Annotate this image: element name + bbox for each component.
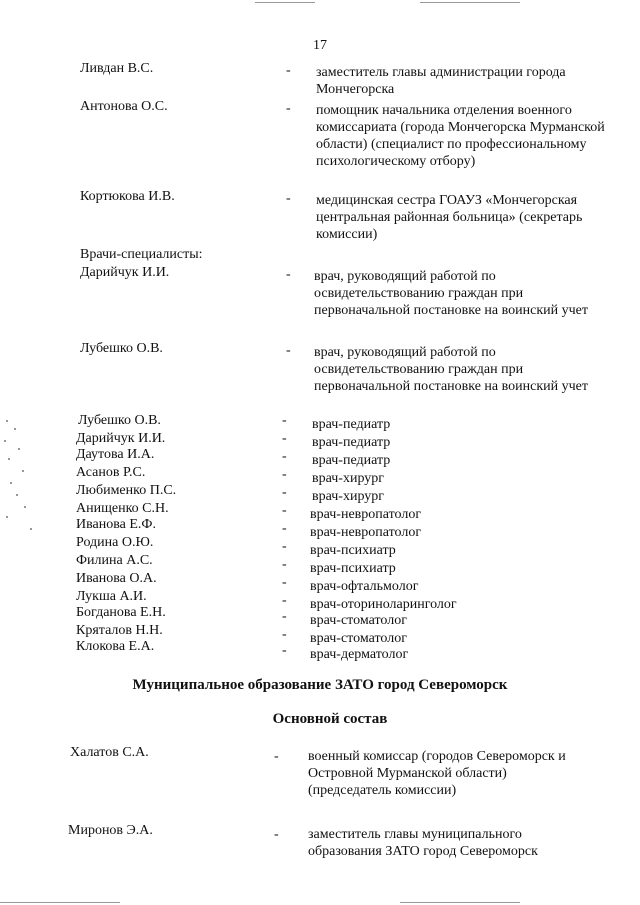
person-name: Лубешко О.В. — [78, 413, 161, 428]
person-name: Ливдан В.С. — [80, 61, 154, 76]
position-description: заместитель главы администрации города Мончегорска — [316, 65, 566, 97]
dash: - — [282, 593, 287, 608]
scan-speck — [10, 482, 12, 484]
doctor-role: врач-невропатолог — [310, 525, 422, 540]
specialists-label: Врачи-специалисты: — [80, 247, 203, 262]
doctor-role: врач-педиатр — [312, 435, 391, 450]
person-name: Иванова О.А. — [76, 571, 157, 586]
position-description: врач, руководящий работой по освидетельствованию граждан при первоначальной постановке на воинский учет — [314, 269, 589, 318]
scan-speck — [6, 516, 8, 518]
person-name: Кряталов Н.Н. — [76, 623, 163, 638]
doctor-role: врач-психиатр — [310, 543, 396, 558]
dash: - — [282, 413, 287, 428]
person-name: Антонова О.С. — [80, 99, 168, 114]
dash: - — [282, 467, 287, 482]
dash: - — [282, 557, 287, 572]
position-description: помощник начальника отделения военного комиссариата (города Мончегорска Мурманской области) (специалист по профессиональному психологическому отбору) — [316, 103, 605, 169]
scan-speck — [30, 528, 32, 530]
person-name: Филина А.С. — [76, 553, 153, 568]
section-heading: Муниципальное образование ЗАТО город Североморск — [132, 677, 508, 693]
person-name: Клокова Е.А. — [76, 639, 155, 654]
dash: - — [282, 539, 287, 554]
dash: - — [282, 575, 287, 590]
dash: - — [282, 643, 287, 658]
dash: - — [286, 343, 291, 358]
scan-speck — [6, 420, 8, 422]
dash: - — [282, 485, 287, 500]
doctor-role: врач-стоматолог — [310, 613, 407, 628]
dash: - — [282, 431, 287, 446]
person-name: Любименко П.С. — [76, 483, 177, 498]
person-name: Лукша А.И. — [76, 589, 147, 604]
scan-speck — [8, 458, 10, 460]
doctor-role: врач-оториноларинголог — [310, 597, 457, 612]
position-description: заместитель главы муниципального образования ЗАТО город Североморск — [308, 827, 538, 859]
position-description: врач, руководящий работой по освидетельствованию граждан при первоначальной постановке на воинский учет — [314, 345, 589, 394]
doctor-role: врач-хирург — [312, 471, 385, 486]
dash: - — [286, 101, 291, 116]
doctor-role: врач-невропатолог — [310, 507, 422, 522]
dash: - — [282, 503, 287, 518]
doctor-role: врач-дерматолог — [310, 647, 409, 662]
person-name: Родина О.Ю. — [76, 535, 154, 550]
scan-speck — [22, 470, 24, 472]
scan-speck — [24, 506, 26, 508]
position-description: медицинская сестра ГОАУЗ «Мончегорская центральная районная больница» (секретарь комиссии) — [316, 193, 583, 242]
person-name: Даутова И.А. — [76, 447, 155, 462]
dash: - — [286, 267, 291, 282]
person-name: Анищенко С.Н. — [76, 501, 169, 516]
person-name: Миронов Э.А. — [68, 823, 153, 838]
doctor-role: врач-психиатр — [310, 561, 396, 576]
subsection-heading: Основной состав — [272, 711, 388, 727]
doctor-role: врач-стоматолог — [310, 631, 407, 646]
top-scan-line — [420, 2, 520, 3]
dash: - — [282, 521, 287, 536]
person-name: Халатов С.А. — [70, 745, 149, 760]
dash: - — [282, 609, 287, 624]
dash: - — [282, 627, 287, 642]
doctor-role: врач-хирург — [312, 489, 385, 504]
position-description: военный комиссар (городов Североморск и Островной Мурманской области) (председатель комиссии) — [308, 749, 566, 798]
person-name: Дарийчук И.И. — [76, 431, 166, 446]
person-name: Кортюкова И.В. — [80, 189, 175, 204]
person-name: Асанов Р.С. — [76, 465, 146, 480]
scan-speck — [18, 448, 20, 450]
scan-speck — [4, 440, 6, 442]
doctor-role: врач-педиатр — [312, 453, 391, 468]
scan-speck — [16, 494, 18, 496]
dash: - — [274, 827, 279, 842]
top-scan-line — [255, 2, 315, 3]
dash: - — [282, 449, 287, 464]
doctor-role: врач-педиатр — [312, 417, 391, 432]
dash: - — [274, 749, 279, 764]
person-name: Дарийчук И.И. — [80, 265, 170, 280]
person-name: Иванова Е.Ф. — [76, 517, 156, 532]
page-number: 17 — [313, 38, 327, 53]
person-name: Богданова Е.Н. — [76, 605, 166, 620]
bottom-scan-line — [0, 902, 120, 903]
doctor-role: врач-офтальмолог — [310, 579, 419, 594]
bottom-scan-line — [400, 902, 520, 903]
dash: - — [286, 63, 291, 78]
person-name: Лубешко О.В. — [80, 341, 163, 356]
dash: - — [286, 191, 291, 206]
scan-speck — [14, 428, 16, 430]
